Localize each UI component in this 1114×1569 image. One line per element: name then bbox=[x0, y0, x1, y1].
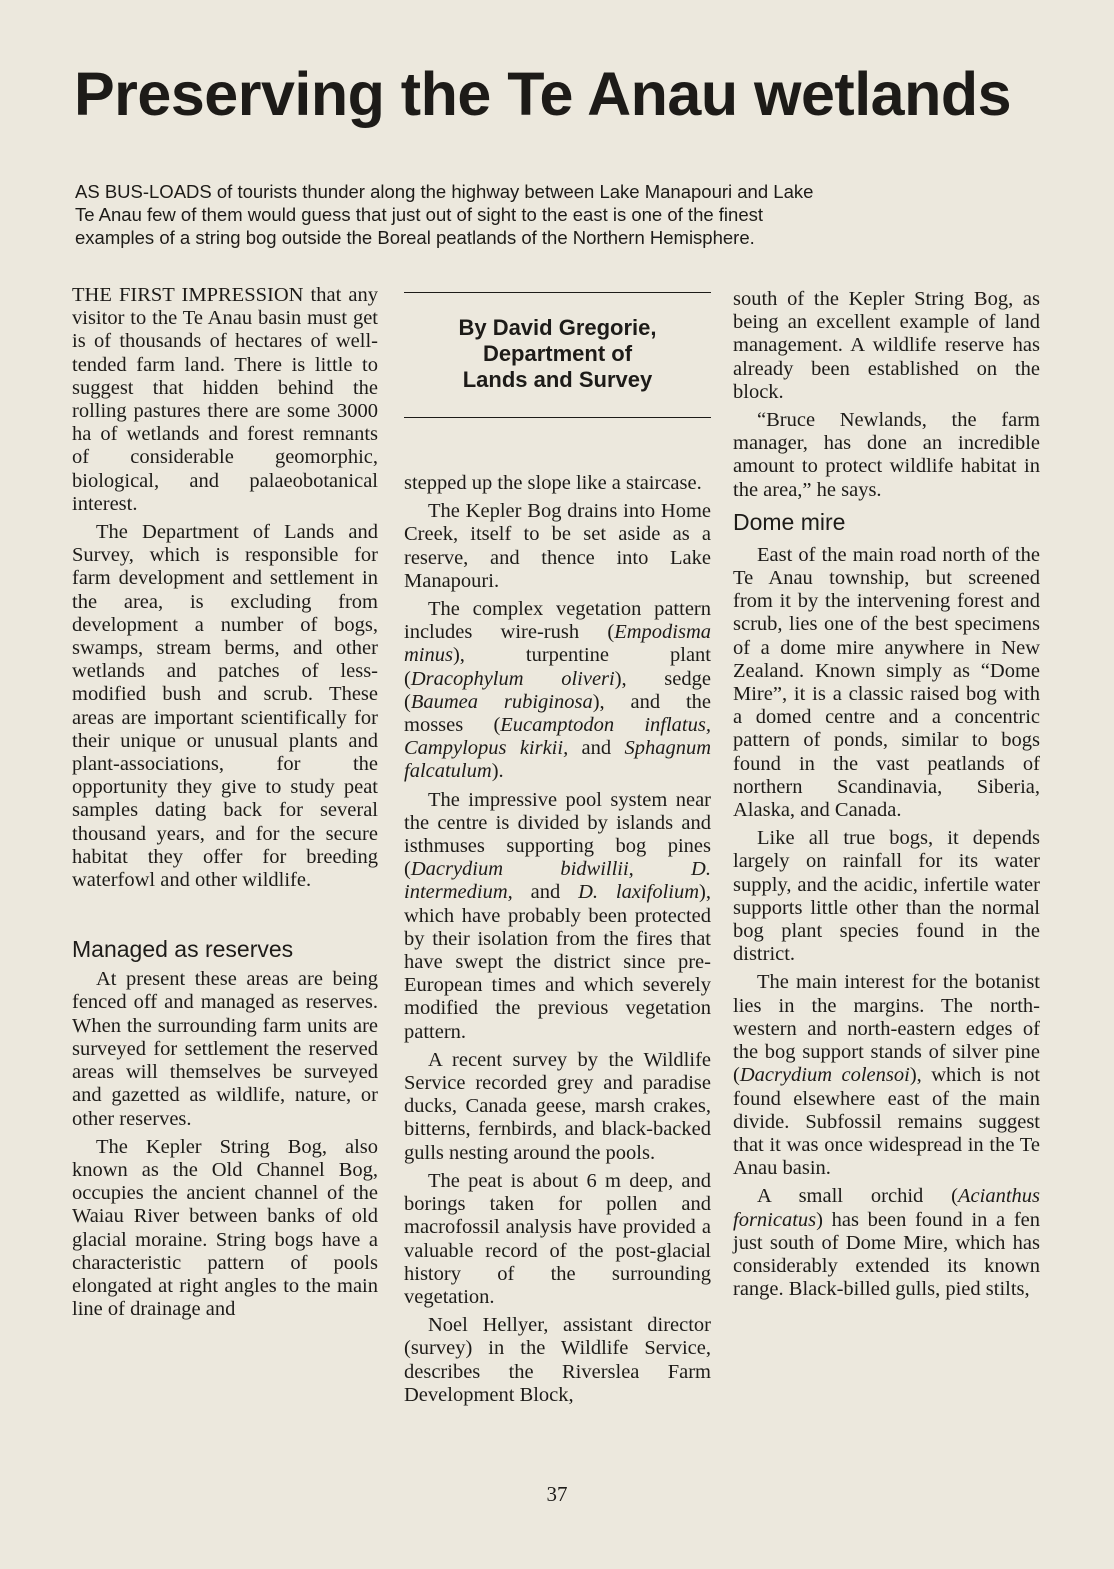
column-3 bbox=[733, 288, 1040, 1306]
paragraph: The peat is about 6 m deep, and borings taken for pollen and macrofossil analysis have provided a valuable record of the post-glacial history of the surrounding vegetation. bbox=[404, 1169, 711, 1308]
paragraph: The Kepler Bog drains into Home Creek, itself to be set aside as a reserve, and thence into Lake Manapouri. bbox=[404, 500, 711, 592]
column-2 bbox=[404, 284, 711, 1412]
paragraph: A small orchid (Acianthus fornicatus) has been found in a fen just south of Dome Mire, which has considerably extended its known range. Black-billed gulls, pied stilts, bbox=[733, 1185, 1040, 1301]
article-title: Preserving the Te Anau wetlands bbox=[74, 60, 1012, 128]
section-heading-managed-as-reserves: Managed as reserves bbox=[72, 936, 294, 963]
paragraph: The Kepler String Bog, also known as the Old Channel Bog, occupies the ancient channel of the Waiau River between banks of old glacial moraine. String bogs have a characteristic pattern of pools elongated at right angles to the main line of drainage and bbox=[72, 1135, 378, 1321]
paragraph: The main interest for the botanist lies in the margins. The north-western and north-eastern edges of the bog support stands of silver pine (Dacrydium colensoi), which is not found elsewhere east of the main divide. Subfossil remains suggest that it was once widespread in the Te Anau basin. bbox=[733, 971, 1041, 1180]
paragraph: Like all true bogs, it depends largely on rainfall for its water supply, and the acidic, infertile water supports little other than the normal bog plant species found in the district. bbox=[733, 827, 1040, 966]
paragraph: The impressive pool system near the centre is divided by islands and isthmuses supporting bog pines (Dacrydium bidwillii, D. intermedium, and D. laxifolium), which have probably been protected by their isolation from the fires that have swept the district since pre-European times and which severely modified the previous vegetation pattern. bbox=[404, 788, 711, 1043]
paragraph: The complex vegetation pattern includes wire-rush (Empodisma minus), turpentine plant (Dracophylum oliveri), sedge (Baumea rubiginosa), and the mosses (Eucamptodon inflatus, Campylopus kirkii, and Sphagnum falcatulum). bbox=[404, 598, 711, 783]
standfirst: AS BUS-LOADS of tourists thunder along the highway between Lake Manapouri and Lake Te Anau few of them would guess that just out of sight to the east is one of the finest examples of a string bog outside the Boreal peatlands of the Northern Hemisphere. bbox=[75, 181, 814, 248]
byline-box bbox=[404, 292, 711, 418]
paragraph: south of the Kepler String Bog, as being an excellent example of land management. A wildlife reserve has already been established on the block. bbox=[733, 288, 1040, 403]
paragraph: The Department of Lands and Survey, which is responsible for farm development and settlement in the area, is excluding from development a number of bogs, swamps, stream berms, and other wetlands and patches of less-modified bush and scrub. These areas are important scientifically for their unique or unusual plants and plant-associations, for the opportunity they give to study peat samples dating back for several thousand years, and for the secure habitat they offer for breeding waterfowl and other wildlife. bbox=[72, 521, 378, 892]
paragraph: At present these areas are being fenced off and managed as reserves. When the surrounding farm units are surveyed for settlement the reserved areas will themselves be surveyed and gazetted as wildlife, nature, or other reserves. bbox=[72, 968, 378, 1130]
paragraph: Noel Hellyer, assistant director (survey) in the Wildlife Service, describes the Riverslea Farm Development Block, bbox=[404, 1314, 711, 1406]
byline-author: By David Gregorie, bbox=[458, 315, 657, 340]
byline-department: Department of bbox=[482, 341, 633, 366]
paragraph: THE FIRST IMPRESSION that any visitor to the Te Anau basin must get is of thousands of hectares of well-tended farm land. There is little to suggest that hidden behind the rolling pastures there are some 3000 ha of wetlands and forest remnants of considerable geomorphic, biological, and palaeobotanical interest. bbox=[72, 284, 378, 515]
byline-department-name: Lands and Survey bbox=[462, 367, 653, 392]
page-number: 37 bbox=[546, 1482, 568, 1506]
paragraph: “Bruce Newlands, the farm manager, has done an incredible amount to protect wildlife habitat in the area,” he says. bbox=[733, 409, 1040, 501]
paragraph: East of the main road north of the Te Anau township, but screened from it by the intervening forest and scrub, lies one of the best specimens of a dome mire anywhere in New Zealand. Known simply as “Dome Mire”, it is a classic raised bog with a domed centre and a concentric pattern of ponds, similar to bogs found in the vast peatlands of northern Scandinavia, Siberia, Alaska, and Canada. bbox=[733, 543, 1040, 822]
section-heading-dome-mire: Dome mire bbox=[733, 508, 846, 535]
paragraph: A recent survey by the Wildlife Service recorded grey and paradise ducks, Canada geese, marsh crakes, bitterns, fernbirds, and black-backed gulls nesting around the pools. bbox=[404, 1048, 711, 1164]
paragraph: stepped up the slope like a staircase. bbox=[404, 472, 702, 494]
column-1 bbox=[72, 284, 378, 1326]
